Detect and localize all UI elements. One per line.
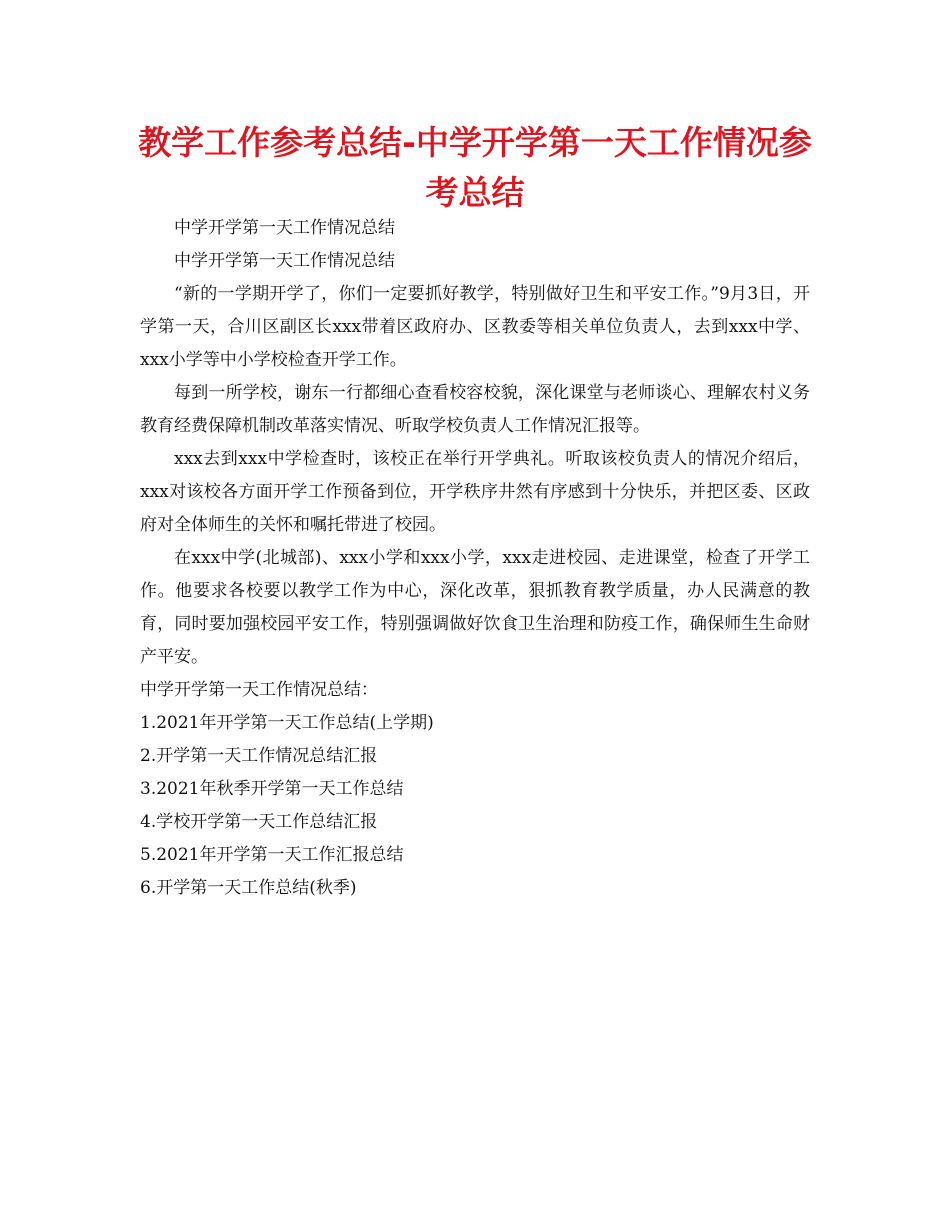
- list-item: 5.2021年开学第一天工作汇报总结: [140, 845, 404, 865]
- list-item: 6.开学第一天工作总结(秋季): [140, 878, 357, 898]
- body-paragraph: xxx去到xxx中学检查时，该校正在举行开学典礼。听取该校负责人的情况介绍后，xxx对该校各方面开学工作预备到位，开学秩序井然有序感到十分快乐，并把区委、区政府对全体师生的关怀和嘱托带进了校园。: [140, 449, 810, 535]
- document-title: 教学工作参考总结-中学开学第一天工作情况参考总结: [138, 123, 812, 212]
- list-item: 3.2021年秋季开学第一天工作总结: [140, 779, 404, 799]
- list-item: 4.学校开学第一天工作总结汇报: [140, 812, 378, 832]
- body-paragraph: “新的一学期开学了，你们一定要抓好教学，特别做好卫生和平安工作。”9月3日，开学第一天，合川区副区长xxx带着区政府办、区教委等相关单位负责人，去到xxx中学、xxx小学等中小学校检查开学工作。: [140, 284, 810, 370]
- list-item: 2.开学第一天工作情况总结汇报: [140, 746, 378, 766]
- document-body: [140, 212, 810, 905]
- body-paragraph: 在xxx中学(北城部)、xxx小学和xxx小学，xxx走进校园、走进课堂，检查了开学工作。他要求各校要以教学工作为中心，深化改革，狠抓教育教学质量，办人民满意的教育，同时要加强校园平安工作，特别强调做好饮食卫生治理和防疫工作，确保师生生命财产平安。: [140, 548, 810, 667]
- body-paragraph: 每到一所学校，谢东一行都细心查看校容校貌，深化课堂与老师谈心、理解农村义务教育经费保障机制改革落实情况、听取学校负责人工作情况汇报等。: [140, 383, 810, 436]
- subtitle-line: 中学开学第一天工作情况总结: [174, 251, 395, 271]
- list-heading: 中学开学第一天工作情况总结：: [140, 680, 378, 700]
- list-item: 1.2021年开学第一天工作总结(上学期): [140, 713, 434, 733]
- subtitle-line: 中学开学第一天工作情况总结: [174, 218, 395, 238]
